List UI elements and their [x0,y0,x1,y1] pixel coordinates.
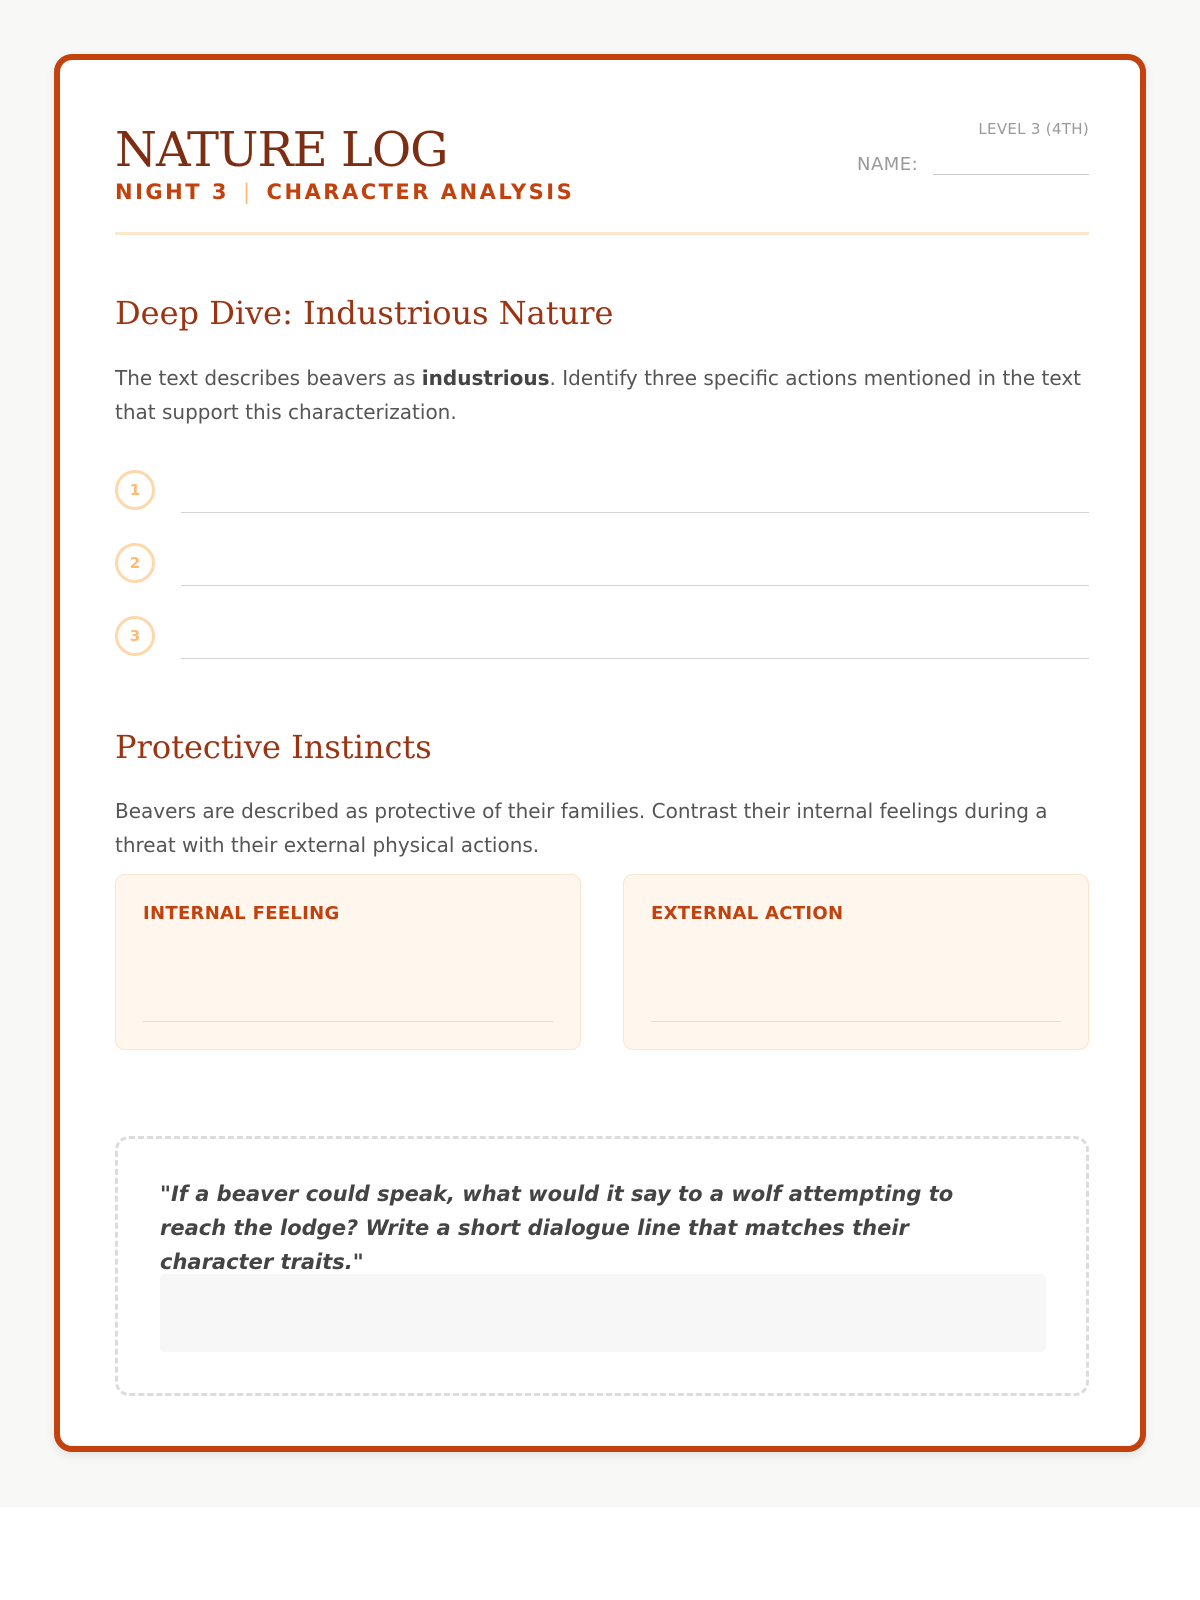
answer-line[interactable] [181,585,1089,586]
external-action-box [623,874,1089,1050]
dialogue-answer-area[interactable] [160,1274,1046,1352]
subtitle [115,180,574,204]
number-badge: 3 [115,616,155,656]
subtitle-separator: | [242,180,253,204]
topic-label: CHARACTER ANALYSIS [266,180,575,204]
night-label: NIGHT 3 [115,180,229,204]
instructions-keyword: industrious [421,366,550,390]
answer-row [115,543,1089,587]
page-title: NATURE LOG [115,122,448,178]
dialogue-prompt-box [115,1136,1089,1396]
number-badge: 2 [115,543,155,583]
answer-row [115,616,1089,660]
answer-line[interactable] [181,658,1089,659]
worksheet-card [54,54,1146,1452]
instructions-text-end: . Identify three specific actions mentioned in the text that support this characterization. [115,366,1081,424]
level-label: LEVEL 3 (4TH) [978,120,1089,138]
internal-feeling-box [115,874,581,1050]
internal-feeling-answer-line[interactable] [143,1021,553,1022]
dialogue-prompt-text: "If a beaver could speak, what would it say to a wolf attempting to reach the lodge? Write a short dialogue line that matches their character traits." [160,1182,954,1274]
section-instructions-protective: Beavers are described as protective of their families. Contrast their internal feelings during a threat with their external physical actions. [115,799,1048,857]
external-action-answer-line[interactable] [651,1021,1061,1022]
header-divider [115,232,1089,235]
internal-feeling-label: INTERNAL FEELING [143,903,340,924]
section-instructions-industrious [115,361,1089,429]
instructions-text-start: The text describes beavers as [115,366,422,390]
name-label: NAME: [857,154,919,175]
answer-row [115,470,1089,514]
section-title-industrious: Deep Dive: Industrious Nature [115,294,614,332]
number-badge: 1 [115,470,155,510]
name-field[interactable] [933,174,1089,175]
external-action-label: EXTERNAL ACTION [651,903,844,924]
section-title-protective: Protective Instincts [115,728,432,766]
answer-line[interactable] [181,512,1089,513]
